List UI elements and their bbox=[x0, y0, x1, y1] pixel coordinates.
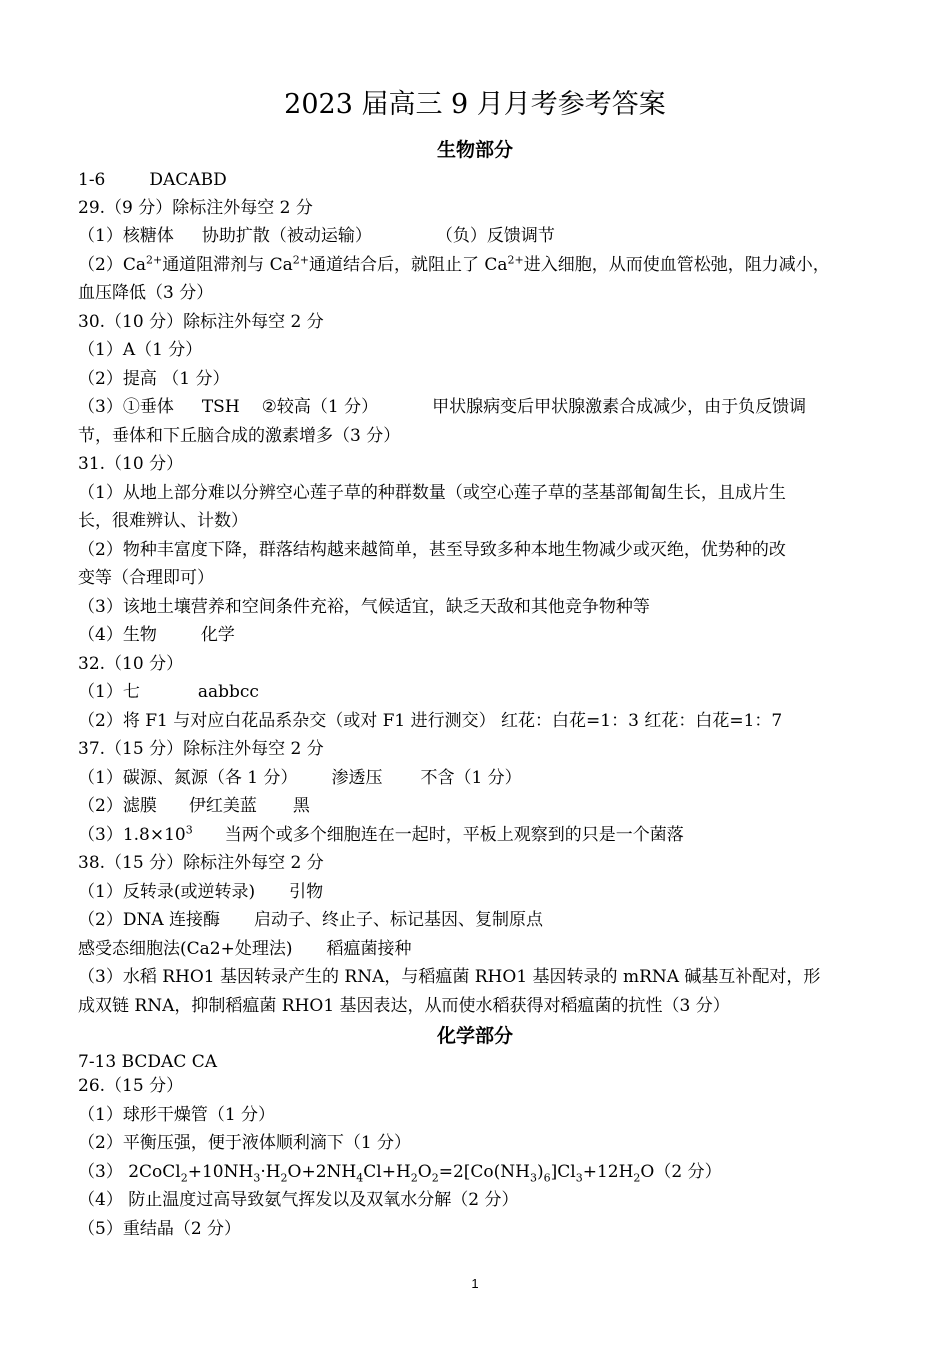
q29-p2-cont: 血压降低（3 分） bbox=[78, 283, 214, 303]
sup: 2+ bbox=[292, 253, 309, 267]
t: aabbcc bbox=[197, 682, 259, 702]
t: 进入细胞，从而使血管松弛，阻力减小， bbox=[523, 255, 830, 275]
t: 通道阻滞剂与 Ca bbox=[162, 255, 293, 275]
t: （3） 2CoCl bbox=[78, 1162, 181, 1182]
t: +12H bbox=[582, 1162, 634, 1182]
q26-p4: （4） 防止温度过高导致氨气挥发以及双氧水分解（2 分） bbox=[78, 1190, 519, 1210]
t: 启动子、终止子、标记基因、复制原点 bbox=[254, 910, 544, 930]
q29-head: 29.（9 分）除标注外每空 2 分 bbox=[78, 198, 313, 218]
t: 甲状腺病变后甲状腺激素合成减少，由于负反馈调 bbox=[432, 397, 807, 417]
sup: 3 bbox=[185, 823, 193, 837]
sup: 2+ bbox=[507, 253, 524, 267]
q29-p1 bbox=[78, 226, 878, 246]
sub: 3 bbox=[253, 1171, 261, 1185]
q31-p2-cont: 变等（合理即可） bbox=[78, 568, 214, 588]
t: ) bbox=[536, 1162, 544, 1182]
q32-p2: （2）将 F1 与对应白花品系杂交（或对 F1 进行测交） 红花：白花=1：3 红花：白花=1：7 bbox=[78, 711, 783, 731]
t: （1）碳源、氮源（各 1 分） bbox=[78, 768, 298, 788]
q26-p5: （5）重结晶（2 分） bbox=[78, 1219, 242, 1239]
q32-p1 bbox=[78, 682, 878, 702]
section-heading-chemistry: 化学部分 bbox=[436, 1025, 513, 1047]
t: ]Cl bbox=[550, 1162, 576, 1182]
q37-p3 bbox=[78, 825, 878, 845]
q26-p2: （2）平衡压强，便于液体顺利滴下（1 分） bbox=[78, 1133, 412, 1153]
q31-p1-cont: 长，很难辨认、计数） bbox=[78, 511, 248, 531]
sub: 2 bbox=[180, 1171, 188, 1185]
sub: 3 bbox=[529, 1171, 537, 1185]
t: 渗透压 bbox=[331, 768, 383, 788]
t: O+2NH bbox=[287, 1162, 357, 1182]
t: （2）DNA 连接酶 bbox=[78, 910, 221, 930]
t: （2）Ca bbox=[78, 255, 146, 275]
section-heading-biology: 生物部分 bbox=[436, 139, 513, 161]
t: 感受态细胞法(Ca2+处理法) bbox=[78, 939, 293, 959]
q26-head: 26.（15 分） bbox=[78, 1076, 184, 1096]
t: O（2 分） bbox=[640, 1162, 722, 1182]
t: （3）1.8×10 bbox=[78, 825, 186, 845]
t: （4）生物 bbox=[78, 625, 157, 645]
q29-p2 bbox=[78, 255, 878, 275]
q38-p1 bbox=[78, 882, 878, 902]
t: ②较高（1 分） bbox=[261, 397, 379, 417]
sub: 4 bbox=[356, 1171, 364, 1185]
q31-p4 bbox=[78, 625, 878, 645]
q30-p2: （2）提高 （1 分） bbox=[78, 369, 230, 389]
sub: 2 bbox=[633, 1171, 641, 1185]
q37-p1 bbox=[78, 768, 878, 788]
sub: 2 bbox=[431, 1171, 439, 1185]
page-number: 1 bbox=[471, 1276, 479, 1291]
q32-head: 32.（10 分） bbox=[78, 654, 184, 674]
q31-p1: （1）从地上部分难以分辨空心莲子草的种群数量（或空心莲子草的茎基部匍匐生长，且成片生 bbox=[78, 483, 786, 503]
sup: 2+ bbox=[145, 253, 163, 267]
q26-p3-equation bbox=[78, 1162, 878, 1185]
t: 引物 bbox=[289, 882, 324, 902]
sub: 2 bbox=[280, 1171, 288, 1185]
q30-p1: （1）A（1 分） bbox=[78, 340, 203, 360]
t: O bbox=[417, 1162, 432, 1182]
t: 当两个或多个细胞连在一起时，平板上观察到的只是一个菌落 bbox=[224, 825, 684, 845]
q37-p2 bbox=[78, 796, 878, 816]
q29-p1-a: （1）核糖体 bbox=[78, 226, 174, 246]
t: 黑 bbox=[292, 796, 310, 816]
page-title: 2023 届高三 9 月月考参考答案 bbox=[284, 89, 666, 120]
q30-head: 30.（10 分）除标注外每空 2 分 bbox=[78, 312, 324, 332]
q29-p1-c: （负）反馈调节 bbox=[435, 226, 555, 246]
sub: 3 bbox=[575, 1171, 583, 1185]
t: Cl+H bbox=[363, 1162, 411, 1182]
t: TSH bbox=[201, 397, 240, 417]
chem-mc-line: 7-13 BCDAC CA bbox=[78, 1052, 218, 1072]
q31-head: 31.（10 分） bbox=[78, 454, 184, 474]
bio-mc-line bbox=[78, 170, 878, 190]
q29-p1-b: 协助扩散（被动运输） bbox=[201, 226, 372, 246]
q38-p2-extra bbox=[78, 939, 878, 959]
t: 稻瘟菌接种 bbox=[326, 939, 412, 959]
t: 化学 bbox=[200, 625, 235, 645]
q38-p2 bbox=[78, 910, 878, 930]
t: （1）反转录(或逆转录) bbox=[78, 882, 256, 902]
q38-head: 38.（15 分）除标注外每空 2 分 bbox=[78, 853, 324, 873]
t: 伊红美蓝 bbox=[188, 796, 257, 816]
q26-p1: （1）球形干燥管（1 分） bbox=[78, 1105, 276, 1125]
q30-p3-cont: 节，垂体和下丘脑合成的激素增多（3 分） bbox=[78, 426, 401, 446]
t: （1）七 bbox=[78, 682, 140, 702]
sub: 6 bbox=[543, 1171, 551, 1185]
t: 通道结合后，就阻止了 Ca bbox=[308, 255, 508, 275]
t: （2）滤膜 bbox=[78, 796, 157, 816]
sub: 2 bbox=[410, 1171, 418, 1185]
mc-answers: DACABD bbox=[149, 170, 227, 190]
t: ·H bbox=[260, 1162, 281, 1182]
t: （3）①垂体 bbox=[78, 397, 174, 417]
q38-p3: （3）水稻 RHO1 基因转录产生的 RNA，与稻瘟菌 RHO1 基因转录的 mRNA 碱基互补配对，形 bbox=[78, 967, 821, 987]
q30-p3 bbox=[78, 397, 878, 417]
t: +10NH bbox=[187, 1162, 254, 1182]
t: 不含（1 分） bbox=[420, 768, 522, 788]
q38-p3-cont: 成双链 RNA，抑制稻瘟菌 RHO1 基因表达，从而使水稻获得对稻瘟菌的抗性（3 分） bbox=[78, 996, 730, 1016]
q31-p2: （2）物种丰富度下降，群落结构越来越简单，甚至导致多种本地生物减少或灭绝，优势种的改 bbox=[78, 540, 786, 560]
q37-head: 37.（15 分）除标注外每空 2 分 bbox=[78, 739, 324, 759]
t: =2[Co(NH bbox=[438, 1162, 530, 1182]
mc-label: 1-6 bbox=[78, 170, 106, 190]
q31-p3: （3）该地土壤营养和空间条件充裕，气候适宜，缺乏天敌和其他竞争物种等 bbox=[78, 597, 650, 617]
